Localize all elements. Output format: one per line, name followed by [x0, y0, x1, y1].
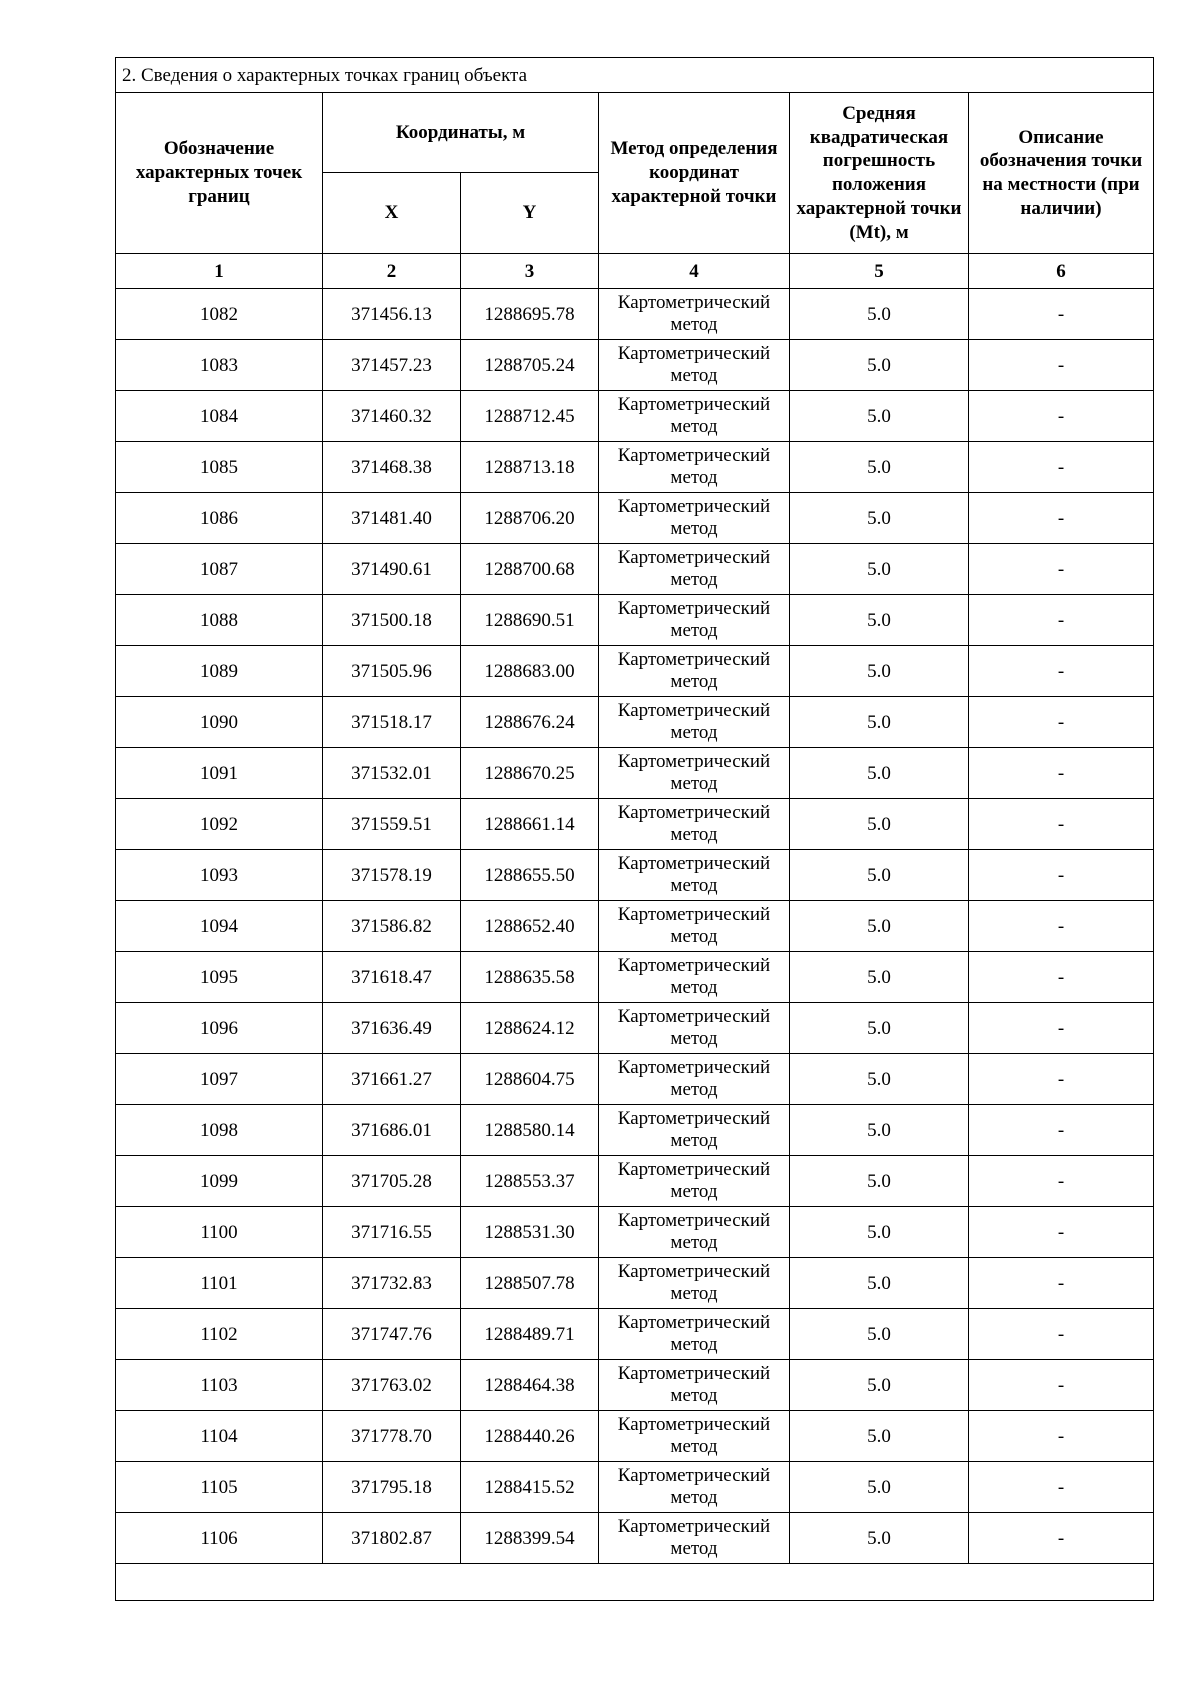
y-coordinate-cell: 1288399.54: [461, 1513, 599, 1564]
error-cell: 5.0: [790, 1156, 969, 1207]
error-cell: 5.0: [790, 697, 969, 748]
table-row: [116, 289, 1154, 340]
y-coordinate-cell: 1288712.45: [461, 391, 599, 442]
error-cell: 5.0: [790, 799, 969, 850]
y-coordinate-cell: 1288635.58: [461, 952, 599, 1003]
x-coordinate-cell: 371802.87: [323, 1513, 461, 1564]
table-row: [116, 340, 1154, 391]
error-cell: 5.0: [790, 952, 969, 1003]
point-number-cell: 1092: [116, 799, 323, 850]
y-coordinate-cell: 1288624.12: [461, 1003, 599, 1054]
method-cell: Картометрический метод: [599, 1207, 790, 1258]
header-point-designation: Обозначение характерных точек границ: [116, 93, 323, 254]
header-y: Y: [461, 173, 599, 254]
error-cell: 5.0: [790, 391, 969, 442]
header-method: Метод определения координат характерной точки: [599, 93, 790, 254]
method-cell: Картометрический метод: [599, 1156, 790, 1207]
y-coordinate-cell: 1288690.51: [461, 595, 599, 646]
x-coordinate-cell: 371716.55: [323, 1207, 461, 1258]
error-cell: 5.0: [790, 1360, 969, 1411]
error-cell: 5.0: [790, 1258, 969, 1309]
point-number-cell: 1104: [116, 1411, 323, 1462]
y-coordinate-cell: 1288655.50: [461, 850, 599, 901]
description-cell: -: [969, 748, 1154, 799]
method-cell: Картометрический метод: [599, 1411, 790, 1462]
y-coordinate-cell: 1288531.30: [461, 1207, 599, 1258]
point-number-cell: 1089: [116, 646, 323, 697]
description-cell: -: [969, 646, 1154, 697]
method-cell: Картометрический метод: [599, 901, 790, 952]
y-coordinate-cell: 1288440.26: [461, 1411, 599, 1462]
error-cell: 5.0: [790, 544, 969, 595]
table-row: [116, 901, 1154, 952]
x-coordinate-cell: 371747.76: [323, 1309, 461, 1360]
y-coordinate-cell: 1288553.37: [461, 1156, 599, 1207]
method-cell: Картометрический метод: [599, 748, 790, 799]
y-coordinate-cell: 1288700.68: [461, 544, 599, 595]
point-number-cell: 1100: [116, 1207, 323, 1258]
point-number-cell: 1086: [116, 493, 323, 544]
x-coordinate-cell: 371532.01: [323, 748, 461, 799]
point-number-cell: 1084: [116, 391, 323, 442]
description-cell: -: [969, 544, 1154, 595]
table-row: [116, 1156, 1154, 1207]
table-row: [116, 1105, 1154, 1156]
y-coordinate-cell: 1288713.18: [461, 442, 599, 493]
error-cell: 5.0: [790, 1105, 969, 1156]
description-cell: -: [969, 340, 1154, 391]
error-cell: 5.0: [790, 1513, 969, 1564]
method-cell: Картометрический метод: [599, 1258, 790, 1309]
point-number-cell: 1091: [116, 748, 323, 799]
method-cell: Картометрический метод: [599, 850, 790, 901]
method-cell: Картометрический метод: [599, 493, 790, 544]
x-coordinate-cell: 371559.51: [323, 799, 461, 850]
description-cell: -: [969, 1156, 1154, 1207]
boundary-points-table: [115, 57, 1154, 1601]
table-row: [116, 1360, 1154, 1411]
column-number: 5: [790, 254, 969, 289]
x-coordinate-cell: 371490.61: [323, 544, 461, 595]
column-number: 1: [116, 254, 323, 289]
y-coordinate-cell: 1288706.20: [461, 493, 599, 544]
y-coordinate-cell: 1288489.71: [461, 1309, 599, 1360]
section-title-row: [116, 58, 1154, 93]
x-coordinate-cell: 371763.02: [323, 1360, 461, 1411]
description-cell: -: [969, 493, 1154, 544]
x-coordinate-cell: 371460.32: [323, 391, 461, 442]
table-row: [116, 952, 1154, 1003]
description-cell: -: [969, 952, 1154, 1003]
error-cell: 5.0: [790, 493, 969, 544]
table-row: [116, 1309, 1154, 1360]
y-coordinate-cell: 1288670.25: [461, 748, 599, 799]
y-coordinate-cell: 1288580.14: [461, 1105, 599, 1156]
table-row: [116, 595, 1154, 646]
y-coordinate-cell: 1288661.14: [461, 799, 599, 850]
error-cell: 5.0: [790, 748, 969, 799]
description-cell: -: [969, 901, 1154, 952]
method-cell: Картометрический метод: [599, 595, 790, 646]
description-cell: -: [969, 595, 1154, 646]
error-cell: 5.0: [790, 1309, 969, 1360]
description-cell: -: [969, 1411, 1154, 1462]
table-row: [116, 748, 1154, 799]
y-coordinate-cell: 1288676.24: [461, 697, 599, 748]
header-row-1: [116, 93, 1154, 173]
x-coordinate-cell: 371457.23: [323, 340, 461, 391]
point-number-cell: 1106: [116, 1513, 323, 1564]
table-row: [116, 850, 1154, 901]
method-cell: Картометрический метод: [599, 952, 790, 1003]
table-row: [116, 1207, 1154, 1258]
section-title: 2. Сведения о характерных точках границ объекта: [116, 58, 1154, 93]
description-cell: -: [969, 1054, 1154, 1105]
method-cell: Картометрический метод: [599, 1105, 790, 1156]
y-coordinate-cell: 1288507.78: [461, 1258, 599, 1309]
method-cell: Картометрический метод: [599, 1360, 790, 1411]
error-cell: 5.0: [790, 901, 969, 952]
y-coordinate-cell: 1288695.78: [461, 289, 599, 340]
x-coordinate-cell: 371578.19: [323, 850, 461, 901]
y-coordinate-cell: 1288705.24: [461, 340, 599, 391]
method-cell: Картометрический метод: [599, 1513, 790, 1564]
error-cell: 5.0: [790, 1411, 969, 1462]
table-row: [116, 493, 1154, 544]
table-row: [116, 1258, 1154, 1309]
error-cell: 5.0: [790, 850, 969, 901]
error-cell: 5.0: [790, 289, 969, 340]
point-number-cell: 1098: [116, 1105, 323, 1156]
description-cell: -: [969, 1513, 1154, 1564]
description-cell: -: [969, 442, 1154, 493]
method-cell: Картометрический метод: [599, 1003, 790, 1054]
x-coordinate-cell: 371468.38: [323, 442, 461, 493]
description-cell: -: [969, 289, 1154, 340]
description-cell: -: [969, 1258, 1154, 1309]
error-cell: 5.0: [790, 1207, 969, 1258]
table-row: [116, 1003, 1154, 1054]
column-number: 2: [323, 254, 461, 289]
point-number-cell: 1087: [116, 544, 323, 595]
error-cell: 5.0: [790, 1462, 969, 1513]
header-coordinates: Координаты, м: [323, 93, 599, 173]
point-number-cell: 1095: [116, 952, 323, 1003]
table-row: [116, 1462, 1154, 1513]
x-coordinate-cell: 371705.28: [323, 1156, 461, 1207]
description-cell: -: [969, 850, 1154, 901]
description-cell: -: [969, 1309, 1154, 1360]
error-cell: 5.0: [790, 340, 969, 391]
document-page: [115, 57, 1153, 1601]
description-cell: -: [969, 1462, 1154, 1513]
point-number-cell: 1090: [116, 697, 323, 748]
empty-footer-row: [116, 1564, 1154, 1601]
y-coordinate-cell: 1288604.75: [461, 1054, 599, 1105]
table-row: [116, 697, 1154, 748]
x-coordinate-cell: 371686.01: [323, 1105, 461, 1156]
table-row: [116, 799, 1154, 850]
table-row: [116, 391, 1154, 442]
method-cell: Картометрический метод: [599, 799, 790, 850]
description-cell: -: [969, 799, 1154, 850]
y-coordinate-cell: 1288683.00: [461, 646, 599, 697]
table-row: [116, 1411, 1154, 1462]
point-number-cell: 1083: [116, 340, 323, 391]
y-coordinate-cell: 1288652.40: [461, 901, 599, 952]
error-cell: 5.0: [790, 595, 969, 646]
description-cell: -: [969, 697, 1154, 748]
column-number: 6: [969, 254, 1154, 289]
x-coordinate-cell: 371586.82: [323, 901, 461, 952]
table-row: [116, 442, 1154, 493]
error-cell: 5.0: [790, 442, 969, 493]
point-number-cell: 1096: [116, 1003, 323, 1054]
point-number-cell: 1097: [116, 1054, 323, 1105]
method-cell: Картометрический метод: [599, 544, 790, 595]
x-coordinate-cell: 371661.27: [323, 1054, 461, 1105]
description-cell: -: [969, 1003, 1154, 1054]
method-cell: Картометрический метод: [599, 697, 790, 748]
error-cell: 5.0: [790, 1054, 969, 1105]
error-cell: 5.0: [790, 646, 969, 697]
method-cell: Картометрический метод: [599, 646, 790, 697]
table-row: [116, 1054, 1154, 1105]
y-coordinate-cell: 1288464.38: [461, 1360, 599, 1411]
method-cell: Картометрический метод: [599, 289, 790, 340]
column-number-row: [116, 254, 1154, 289]
point-number-cell: 1103: [116, 1360, 323, 1411]
x-coordinate-cell: 371618.47: [323, 952, 461, 1003]
x-coordinate-cell: 371481.40: [323, 493, 461, 544]
x-coordinate-cell: 371778.70: [323, 1411, 461, 1462]
table-row: [116, 1513, 1154, 1564]
description-cell: -: [969, 1207, 1154, 1258]
point-number-cell: 1101: [116, 1258, 323, 1309]
error-cell: 5.0: [790, 1003, 969, 1054]
point-number-cell: 1102: [116, 1309, 323, 1360]
x-coordinate-cell: 371518.17: [323, 697, 461, 748]
method-cell: Картометрический метод: [599, 391, 790, 442]
point-number-cell: 1094: [116, 901, 323, 952]
point-number-cell: 1082: [116, 289, 323, 340]
column-number: 3: [461, 254, 599, 289]
description-cell: -: [969, 1360, 1154, 1411]
point-number-cell: 1088: [116, 595, 323, 646]
y-coordinate-cell: 1288415.52: [461, 1462, 599, 1513]
x-coordinate-cell: 371636.49: [323, 1003, 461, 1054]
x-coordinate-cell: 371732.83: [323, 1258, 461, 1309]
x-coordinate-cell: 371456.13: [323, 289, 461, 340]
header-error: Средняя квадратическая погрешность положения характерной точки (Mt), м: [790, 93, 969, 254]
method-cell: Картометрический метод: [599, 1309, 790, 1360]
method-cell: Картометрический метод: [599, 340, 790, 391]
empty-footer-cell: [116, 1564, 1154, 1601]
point-number-cell: 1099: [116, 1156, 323, 1207]
method-cell: Картометрический метод: [599, 1054, 790, 1105]
table-row: [116, 544, 1154, 595]
header-x: X: [323, 173, 461, 254]
description-cell: -: [969, 1105, 1154, 1156]
point-number-cell: 1105: [116, 1462, 323, 1513]
point-number-cell: 1085: [116, 442, 323, 493]
column-number: 4: [599, 254, 790, 289]
table-row: [116, 646, 1154, 697]
x-coordinate-cell: 371500.18: [323, 595, 461, 646]
point-number-cell: 1093: [116, 850, 323, 901]
header-description: Описание обозначения точки на местности (при наличии): [969, 93, 1154, 254]
x-coordinate-cell: 371505.96: [323, 646, 461, 697]
method-cell: Картометрический метод: [599, 1462, 790, 1513]
x-coordinate-cell: 371795.18: [323, 1462, 461, 1513]
description-cell: -: [969, 391, 1154, 442]
method-cell: Картометрический метод: [599, 442, 790, 493]
